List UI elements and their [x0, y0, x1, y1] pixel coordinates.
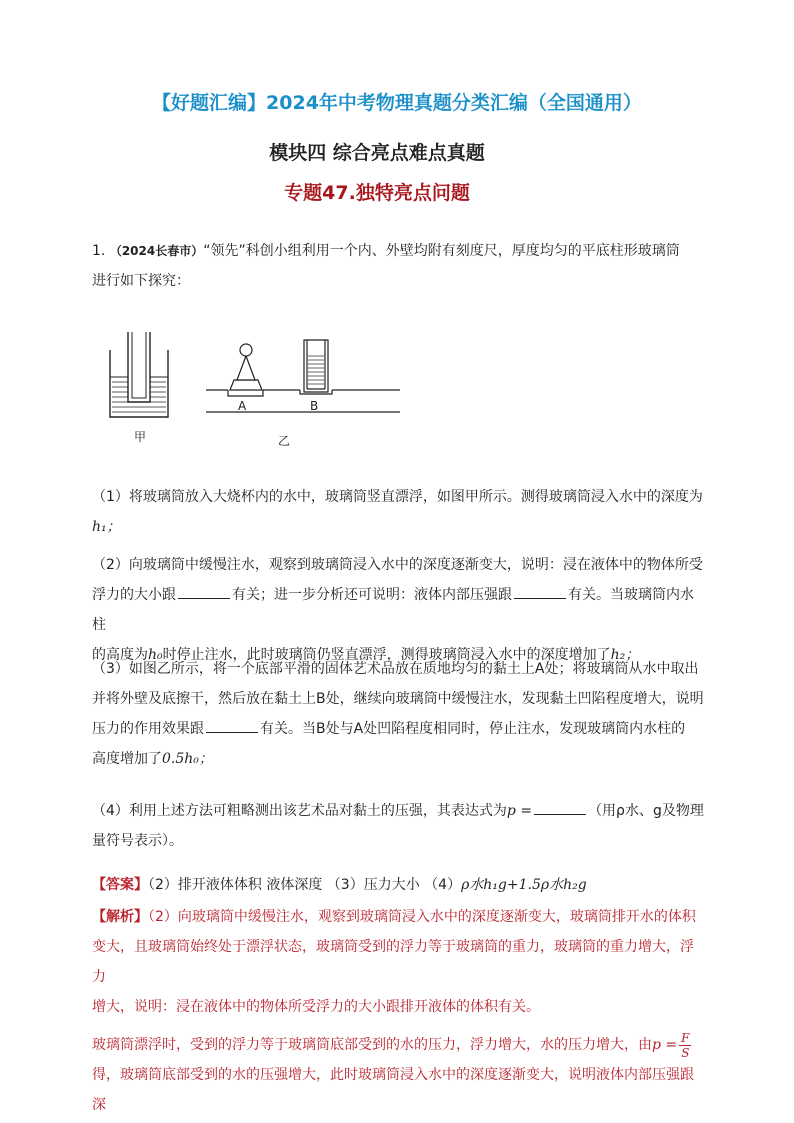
figure-label-jia: 甲: [134, 430, 147, 444]
part-3: [92, 654, 706, 774]
part-3-line-2: 并将外壁及底擦干，然后放在黏土上B处，继续向玻璃筒中缓慢注水，发现黏土凹陷程度增大，说明: [92, 691, 704, 707]
question-intro: [92, 236, 706, 296]
part-4-p-symbol: p =: [506, 803, 533, 819]
analysis-line-2: 变大，且玻璃筒始终处于漂浮状态，玻璃筒受到的浮力等于玻璃筒的重力，玻璃筒的重力增大，浮力: [92, 939, 694, 985]
topic-heading: 专题47.独特亮点问题: [284, 182, 470, 204]
clay-diagram: [206, 340, 400, 412]
answer-blank-4[interactable]: [534, 800, 586, 815]
part-2-text-b1: 浮力的大小跟: [92, 587, 176, 603]
part-2-h0: h₀: [148, 647, 163, 663]
part-2-text-b3: 有关。当玻璃筒内水柱: [92, 587, 694, 633]
answer-blank-3[interactable]: [206, 718, 258, 733]
analysis-tag: 【解析】: [92, 909, 148, 925]
part-3-text-c1: 压力的作用效果跟: [92, 721, 204, 737]
part-2-line-1: （2）向玻璃筒中缓慢注水，观察到玻璃筒浸入水中的深度逐渐变大，说明：浸在液体中的物体所受: [92, 557, 703, 573]
document-title: 【好题汇编】2024年中考物理真题分类汇编（全国通用）: [152, 92, 642, 114]
analysis-line-3: 增大，说明：浸在液体中的物体所受浮力的大小跟排开液体的体积有关。: [92, 999, 540, 1015]
part-4-text-a1: （4）利用上述方法可粗略测出该艺术品对黏土的压强，其表达式为: [92, 803, 507, 819]
analysis-line-5: 得，玻璃筒底部受到的水的压强增大，此时玻璃筒浸入水中的深度逐渐变大，说明液体内部压强跟深: [92, 1067, 694, 1113]
answer-tag: 【答案】: [92, 877, 148, 893]
part-2-h2: h₂；: [610, 647, 640, 663]
beaker-diagram: [110, 332, 168, 417]
part-1-text: （1）将玻璃筒放入大烧杯内的水中，玻璃筒竖直漂浮，如图甲所示。测得玻璃筒浸入水中的深度为: [92, 489, 703, 505]
question-source: （2024长春市）: [109, 244, 204, 258]
part-2-text-c1: 的高度为: [92, 647, 148, 663]
part-4: [92, 796, 706, 856]
intro-text-b: 进行如下探究：: [92, 273, 190, 289]
question-number: 1.: [92, 243, 106, 259]
part-3-text-d1: 高度增加了: [92, 751, 162, 767]
part-3-expression: 0.5h₀；: [162, 751, 213, 767]
part-4-line-2: 量符号表示）。: [92, 833, 183, 849]
intro-text-a: “领先”科创小组利用一个内、外壁均附有刻度尺，厚度均匀的平底柱形玻璃筒: [203, 243, 680, 259]
figure-label-yi: 乙: [278, 434, 291, 448]
part-1: [92, 482, 706, 542]
part-2-text-b2: 有关；进一步分析还可说明：液体内部压强跟: [232, 587, 512, 603]
answer-text: （2）排开液体体积 液体深度 （3）压力大小 （4）: [148, 877, 462, 893]
analysis-block: [92, 902, 706, 1120]
answer-blank-2[interactable]: [514, 584, 566, 599]
analysis-line-4: 玻璃筒漂浮时，受到的浮力等于玻璃筒底部受到的水的压力，浮力增大，水的压力增大，由: [92, 1037, 652, 1053]
analysis-line-1: （2）向玻璃筒中缓慢注水，观察到玻璃筒浸入水中的深度逐渐变大，玻璃筒排开水的体积: [148, 909, 696, 925]
module-heading: 模块四 综合亮点难点真题: [269, 142, 485, 164]
part-3-line-1: （3）如图乙所示，将一个底部平滑的固体艺术品放在质地均匀的黏土上A处；将玻璃筒从水中取出: [92, 661, 699, 677]
part-2-text-c2: 时停止注水，此时玻璃筒仍竖直漂浮，测得玻璃筒浸入水中的深度增加了: [162, 647, 611, 663]
answer-blank-1[interactable]: [178, 584, 230, 599]
fraction-numerator: F: [681, 1030, 690, 1045]
answer-formula: ρ水h₁g+1.5ρ水h₂g: [461, 877, 587, 893]
experiment-figure: [100, 322, 460, 462]
analysis-p-symbol: p =: [652, 1037, 678, 1053]
fraction-denominator: S: [681, 1045, 690, 1060]
part-3-text-c2: 有关。当B处与A处凹陷程度相同时，停止注水，发现玻璃筒内水柱的: [260, 721, 686, 737]
figure-label-a: A: [238, 399, 247, 413]
figure-label-b: B: [310, 399, 319, 413]
part-1-h1: h₁；: [92, 519, 121, 535]
part-2: [92, 550, 706, 670]
pressure-fraction: [679, 1031, 691, 1060]
answer-block: [92, 870, 706, 900]
part-4-text-a2: （用ρ水、g及物理: [588, 803, 704, 819]
